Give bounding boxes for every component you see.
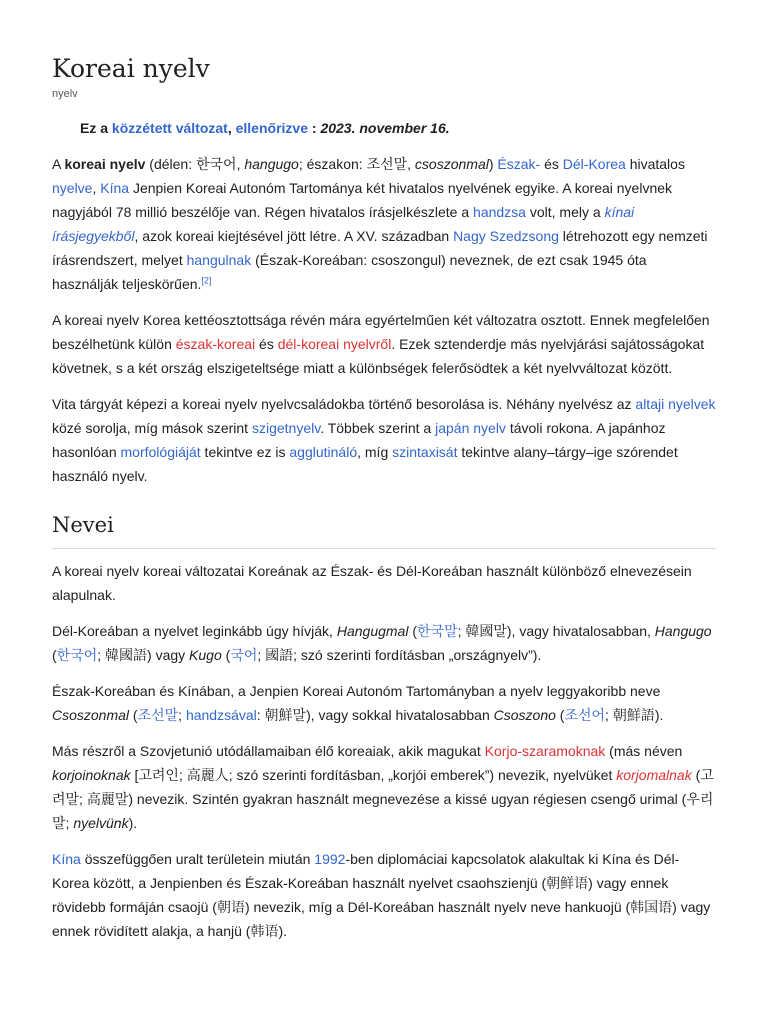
paragraph-south-korea-names: Dél-Koreában a nyelvet leginkább úgy hívják, Hangugmal (한국말; 韓國말), vagy hivatalosabban, Hangugo (한국어; 韓國語) vagy Kugo (국어; 國語; szó szerinti fordításban „országnyelv”). [52, 623, 712, 663]
link-kina[interactable]: Kína [100, 180, 130, 196]
checked-link[interactable]: ellenőrizve [235, 120, 308, 136]
link-nagy-szedzsong[interactable]: Nagy Szedzsong [453, 228, 559, 244]
link-szigetnyelv[interactable]: szigetnyelv [251, 420, 321, 436]
paragraph-china-names: Kína összefüggően uralt területein miután 1992-ben diplomáciai kapcsolatok alakultak ki Kína és Dél-Korea között, a Jenpienben és Észak-Koreában használt nyelvet csaohszienjü (朝鲜语) vagy ennek rövidebb formáján csaojü (朝语) nevezik, míg a Dél-Koreában használt nyelv neve hankuojü (韩国语) vagy ennek rövidített alakja, a hanjü (韩语). [52, 851, 711, 939]
link-szintaxis[interactable]: szintaxisát [392, 444, 458, 460]
link-kina-2[interactable]: Kína [52, 851, 81, 867]
link-eszak[interactable]: Észak- [497, 156, 541, 172]
revision-notice: Ez a közzétett változat, ellenőrizve : 2023. november 16. [80, 120, 450, 136]
page-subtitle: nyelv [52, 88, 78, 100]
link-morfologia[interactable]: morfológiáját [120, 444, 201, 460]
section-heading-nevei: Nevei [52, 510, 716, 549]
reference-link[interactable]: [2] [201, 275, 212, 286]
link-altaji-nyelvek[interactable]: altaji nyelvek [635, 396, 716, 412]
paragraph-intro: A koreai nyelv (délen: 한국어, hangugo; északon: 조선말, csoszonmal) Észak- és Dél-Korea hivatalos nyelve, Kína Jenpien Koreai Autonóm Tartománya két hivatalos nyelvének egyike. A koreai nyelvnek nagyjából 78 millió beszélője van. Régen hivatalos írásjelkészlete a handzsa volt, mely a kínai írásjegyekből, azok koreai kiejtésével jött létre. A XV. században Nagy Szedzsong létrehozott egy nemzeti írásrendszert, melyet hangulnak (Észak-Koreában: csoszongul) neveznek, de ezt csak 1945 óta használják teljeskörűen.[2] [52, 156, 708, 292]
link-korjomal[interactable]: korjomalnak [616, 767, 692, 783]
link-handzsaval[interactable]: handzsával [185, 707, 257, 723]
paragraph-division: A koreai nyelv Korea kettéosztottsága révén mára egyértelműen két változatra osztott. Ennek megfelelően beszélhetünk külön észak-koreai és dél-koreai nyelvről. Ezek sztenderdje más nyelvjárási sajátosságokat követnek, s a két ország elszigeteltsége miatt a különbségek felerősödtek a két nyelvváltozat között. [52, 312, 710, 376]
link-korjo-szaramok[interactable]: Korjo-szaramoknak [484, 743, 606, 759]
paragraph-names-intro: A koreai nyelv koreai változatai Koreának az Észak- és Dél-Koreában használt különböző elnevezésein alapulnak. [52, 563, 692, 603]
link-hangugmal[interactable]: 한국말 [417, 623, 458, 639]
link-nyelve[interactable]: nyelve [52, 180, 93, 196]
page-title: Koreai nyelv [52, 54, 210, 83]
link-kugo[interactable]: 국어 [230, 647, 258, 663]
link-japan-nyelv[interactable]: japán nyelv [435, 420, 506, 436]
paragraph-north-korea-names: Észak-Koreában és Kínában, a Jenpien Koreai Autonóm Tartományban a nyelv leggyakoribb neve Csoszonmal (조선말; handzsával: 朝鮮말), vagy sokkal hivatalosabban Csoszono (조선어; 朝鮮語). [52, 683, 664, 723]
paragraph-koryo-names: Más részről a Szovjetunió utódállamaiban élő koreaiak, akik magukat Korjo-szaramoknak (más néven korjoinoknak [고려인; 高麗人; szó szerinti fordításban, „korjói emberek”) nevezik, nyelvüket korjomalnak (고려말; 高麗말) nevezik. Szintén gyakran használt megnevezése a kissé ugyan régiesen csengő urimal (우리말; nyelvünk). [52, 743, 714, 831]
link-del-koreai-nyelv[interactable]: dél-koreai nyelvről [277, 336, 392, 352]
bold-term: koreai nyelv [64, 156, 146, 172]
link-kinai-irasjegyek[interactable]: kínai írásjegyekből [52, 204, 635, 244]
link-1992[interactable]: 1992 [314, 851, 346, 867]
link-csoszonmal[interactable]: 조선말 [137, 707, 179, 723]
published-version-link[interactable]: közzétett változat [111, 120, 228, 136]
paragraph-classification: Vita tárgyát képezi a koreai nyelv nyelvcsaládokba történő besorolása is. Néhány nyelvész az altaji nyelvek közé sorolja, míg mások szerint szigetnyelv. Többek szerint a japán nyelv távoli rokona. A japánhoz hasonlóan morfológiáját tekintve ez is agglutináló, míg szintaxisát tekintve alany–tárgy–ige szórendet használó nyelv. [52, 396, 716, 484]
link-del-korea[interactable]: Dél-Korea [562, 156, 626, 172]
link-handzsa[interactable]: handzsa [473, 204, 526, 220]
link-eszak-koreai[interactable]: észak-koreai [175, 336, 256, 352]
link-agglutinalo[interactable]: agglutináló [289, 444, 358, 460]
link-csoszono[interactable]: 조선어 [564, 707, 606, 723]
revision-date: 2023. november 16. [320, 120, 450, 136]
link-hangugo[interactable]: 한국어 [56, 647, 98, 663]
link-hangul[interactable]: hangulnak [186, 252, 252, 268]
